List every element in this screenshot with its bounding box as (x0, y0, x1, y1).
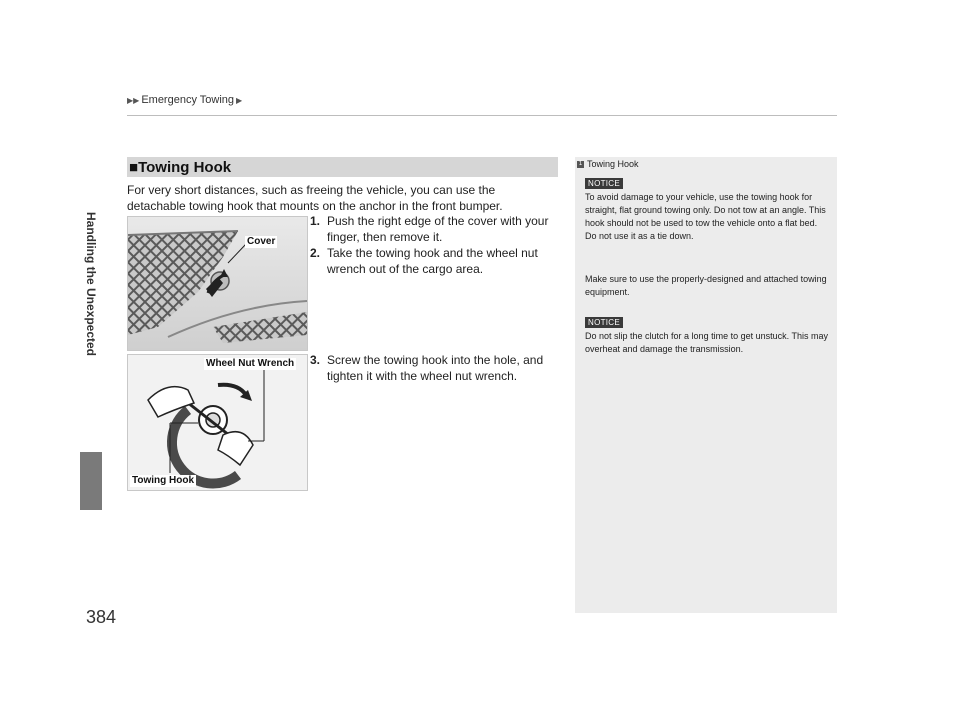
side-notes-panel (575, 157, 837, 613)
section-heading (127, 157, 558, 177)
towing-hook-illustration (127, 354, 308, 491)
notice-badge: NOTICE (585, 178, 623, 189)
cover-callout: Cover (247, 236, 276, 247)
intro-paragraph: For very short distances, such as freeing the vehicle, you can use the detachable towing hook that mounts on the anchor in the front bumper. (127, 183, 503, 213)
step-text: Screw the towing hook into the hole, and tighten it with the wheel nut wrench. (327, 353, 544, 383)
chapter-marker (80, 452, 102, 510)
notice-extra-text: Make sure to use the properly-designed and attached towing equipment. (585, 274, 827, 297)
section-title: ■Towing Hook (129, 158, 232, 176)
step-item (310, 352, 560, 384)
towing-hook-callout: Towing Hook (132, 475, 195, 486)
side-notes-title: Towing Hook (587, 159, 639, 169)
bumper-drawing (128, 217, 307, 350)
header-divider (127, 115, 837, 116)
step-text: Take the towing hook and the wheel nut wrench out of the cargo area. (327, 246, 538, 276)
step-item (310, 245, 560, 277)
step-number: 1. (310, 214, 321, 228)
notice-text: To avoid damage to your vehicle, use the towing hook for straight, flat ground towing only. Do not tow at an angle. This hook should not be used to tow the vehicle onto a flat bed. Do not use it as a tie down. (585, 192, 826, 241)
side-notes-heading (577, 159, 639, 169)
hook-wrench-drawing (128, 355, 307, 490)
breadcrumb-arrow-icon: ▶ (236, 95, 243, 105)
breadcrumb-label: Emergency Towing (141, 94, 235, 106)
notice-badge: NOTICE (585, 317, 623, 328)
page-number: 384 (86, 607, 117, 627)
chapter-tab-label: Handling the Unexpected (84, 211, 98, 357)
reference-icon: 1 (578, 160, 583, 167)
breadcrumb (127, 94, 242, 106)
step-item (310, 213, 560, 245)
chapter-tab[interactable] (80, 116, 102, 452)
steps-group-2 (310, 352, 560, 384)
bumper-cover-illustration (127, 216, 308, 351)
steps-group-1 (310, 213, 560, 277)
notice-text: Do not slip the clutch for a long time to get unstuck. This may overheat and damage the transmission. (585, 331, 828, 354)
step-text: Push the right edge of the cover with your finger, then remove it. (327, 214, 549, 244)
wheel-nut-wrench-callout: Wheel Nut Wrench (206, 358, 295, 369)
breadcrumb-arrow-icon: ▶▶ (127, 95, 140, 105)
step-number: 3. (310, 353, 321, 367)
step-number: 2. (310, 246, 321, 260)
